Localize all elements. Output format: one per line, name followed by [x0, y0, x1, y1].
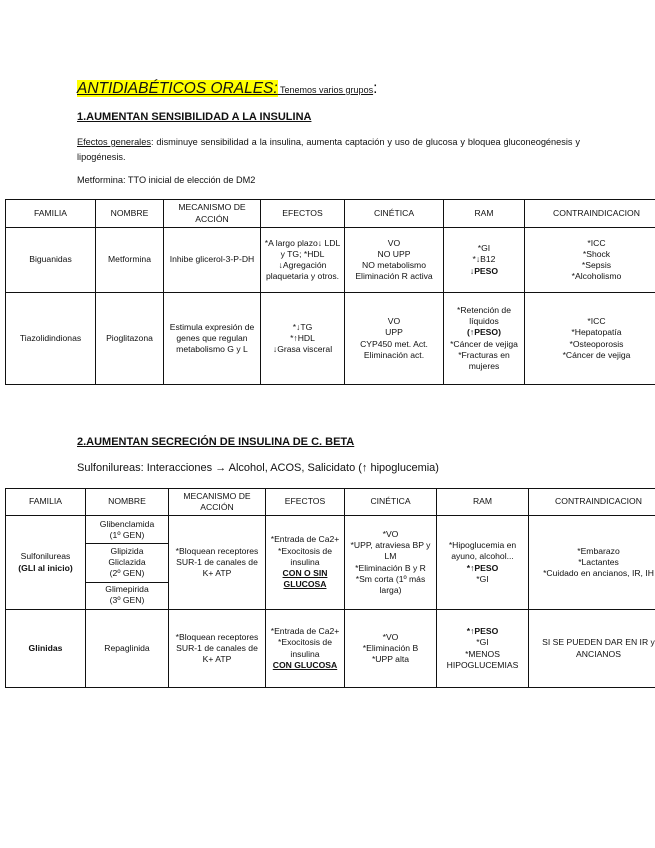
cell-efectos: *A largo plazo↓ LDL y TG; *HDL ↓Agregación plaquetaria y otros.	[261, 228, 345, 293]
cell-contraindicacion: *ICC *Shock *Sepsis *Alcoholismo	[525, 228, 655, 293]
cell-ram: *Hipoglucemia en ayuno, alcohol... *↑PESO *GI	[437, 516, 529, 610]
cell-nombre: Pioglitazona	[96, 293, 164, 385]
header-efectos: EFECTOS	[266, 489, 345, 516]
cell-mecanismo: Estimula expresión de genes que regulan metabolismo G y L	[164, 293, 261, 385]
table-header-row	[6, 489, 655, 516]
header-mecanismo: MECANISMO DE ACCIÓN	[169, 489, 266, 516]
header-ram: RAM	[444, 200, 525, 228]
header-contraindicacion: CONTRAINDICACION	[529, 489, 655, 516]
section1-heading: 1.AUMENTAN SENSIBILIDAD A LA INSULINA	[77, 111, 312, 123]
cell-ram: *↑PESO *GI *MENOS HIPOGLUCEMIAS	[437, 610, 529, 688]
table-row	[6, 228, 655, 293]
cell-contraindicacion: *Embarazo *Lactantes *Cuidado en ancianos, IR, IH	[529, 516, 655, 610]
cell-contraindicacion: SI SE PUEDEN DAR EN IR y ANCIANOS	[529, 610, 655, 688]
cell-contraindicacion: *ICC *Hepatopatía *Osteoporosis *Cáncer de vejiga	[525, 293, 655, 385]
cell-nombre	[86, 516, 169, 610]
subcell-gen2: Glipizida Gliclazida (2º GEN)	[86, 543, 168, 582]
header-nombre: NOMBRE	[96, 200, 164, 228]
header-efectos: EFECTOS	[261, 200, 345, 228]
table-secretagogos	[5, 488, 655, 688]
cell-familia: Glinidas	[6, 610, 86, 688]
cell-mecanismo: *Bloquean receptores SUR-1 de canales de K+ ATP	[169, 610, 266, 688]
cell-ram: *Retención de líquidos (↑PESO) *Cáncer de vejiga *Fracturas en mujeres	[444, 293, 525, 385]
title-colon: :	[373, 80, 378, 97]
metformina-note: Metformina: TTO inicial de elección de DM2	[77, 175, 256, 185]
document-title	[77, 80, 377, 98]
cell-cinetica: *VO *UPP, atraviesa BP y LM *Eliminación B y R *Sm corta (1º más larga)	[345, 516, 437, 610]
cell-nombre: Metformina	[96, 228, 164, 293]
table-row	[6, 516, 655, 610]
cell-familia: Biguanidas	[6, 228, 96, 293]
cell-nombre: Repaglinida	[86, 610, 169, 688]
nombres-subtable	[86, 518, 168, 608]
effects-label: Efectos generales	[77, 137, 151, 147]
cell-efectos: *Entrada de Ca2+ *Exocitosis de insulina CON O SIN GLUCOSA	[266, 516, 345, 610]
header-nombre: NOMBRE	[86, 489, 169, 516]
cell-ram: *GI *↓B12 ↓PESO	[444, 228, 525, 293]
section2-heading: 2.AUMENTAN SECRECIÓN DE INSULINA DE C. BETA	[77, 436, 355, 448]
header-cinetica: CINÉTICA	[345, 489, 437, 516]
table-header-row	[6, 200, 655, 228]
title-sub: Tenemos varios grupos	[277, 85, 374, 95]
cell-efectos: *↓TG *↑HDL ↓Grasa visceral	[261, 293, 345, 385]
cell-mecanismo: *Bloquean receptores SUR-1 de canales de K+ ATP	[169, 516, 266, 610]
table-sensibilizadores	[5, 199, 655, 385]
cell-familia: Sulfonilureas (GLI al inicio)	[6, 516, 86, 610]
cell-cinetica: VO UPP CYP450 met. Act. Eliminación act.	[345, 293, 444, 385]
table-row	[6, 610, 655, 688]
cell-efectos: *Entrada de Ca2+ *Exocitosis de insulina CON GLUCOSA	[266, 610, 345, 688]
cell-cinetica: VO NO UPP NO metabolismo Eliminación R activa	[345, 228, 444, 293]
header-mecanismo: MECANISMO DE ACCIÓN	[164, 200, 261, 228]
header-familia: FAMILIA	[6, 200, 96, 228]
effects-text: : disminuye sensibilidad a la insulina, aumenta captación y uso de glucosa y bloquea gluconeogénesis y lipogénesis.	[77, 137, 581, 162]
header-contraindicacion: CONTRAINDICACION	[525, 200, 655, 228]
cell-familia: Tiazolidindionas	[6, 293, 96, 385]
header-familia: FAMILIA	[6, 489, 86, 516]
cell-cinetica: *VO *Eliminación B *UPP alta	[345, 610, 437, 688]
cell-mecanismo: Inhibe glicerol-3-P-DH	[164, 228, 261, 293]
subcell-gen1: Glibenclamida (1º GEN)	[86, 518, 168, 544]
header-ram: RAM	[437, 489, 529, 516]
header-cinetica: CINÉTICA	[345, 200, 444, 228]
section2-interactions: Sulfonilureas: Interacciones → Alcohol, ACOS, Salicidato (↑ hipoglucemia)	[77, 462, 439, 474]
title-main: ANTIDIABÉTICOS ORALES:	[77, 80, 278, 97]
table-row	[6, 293, 655, 385]
subcell-gen3: Glimepirida (3º GEN)	[105, 583, 149, 605]
section1-effects	[77, 135, 580, 165]
